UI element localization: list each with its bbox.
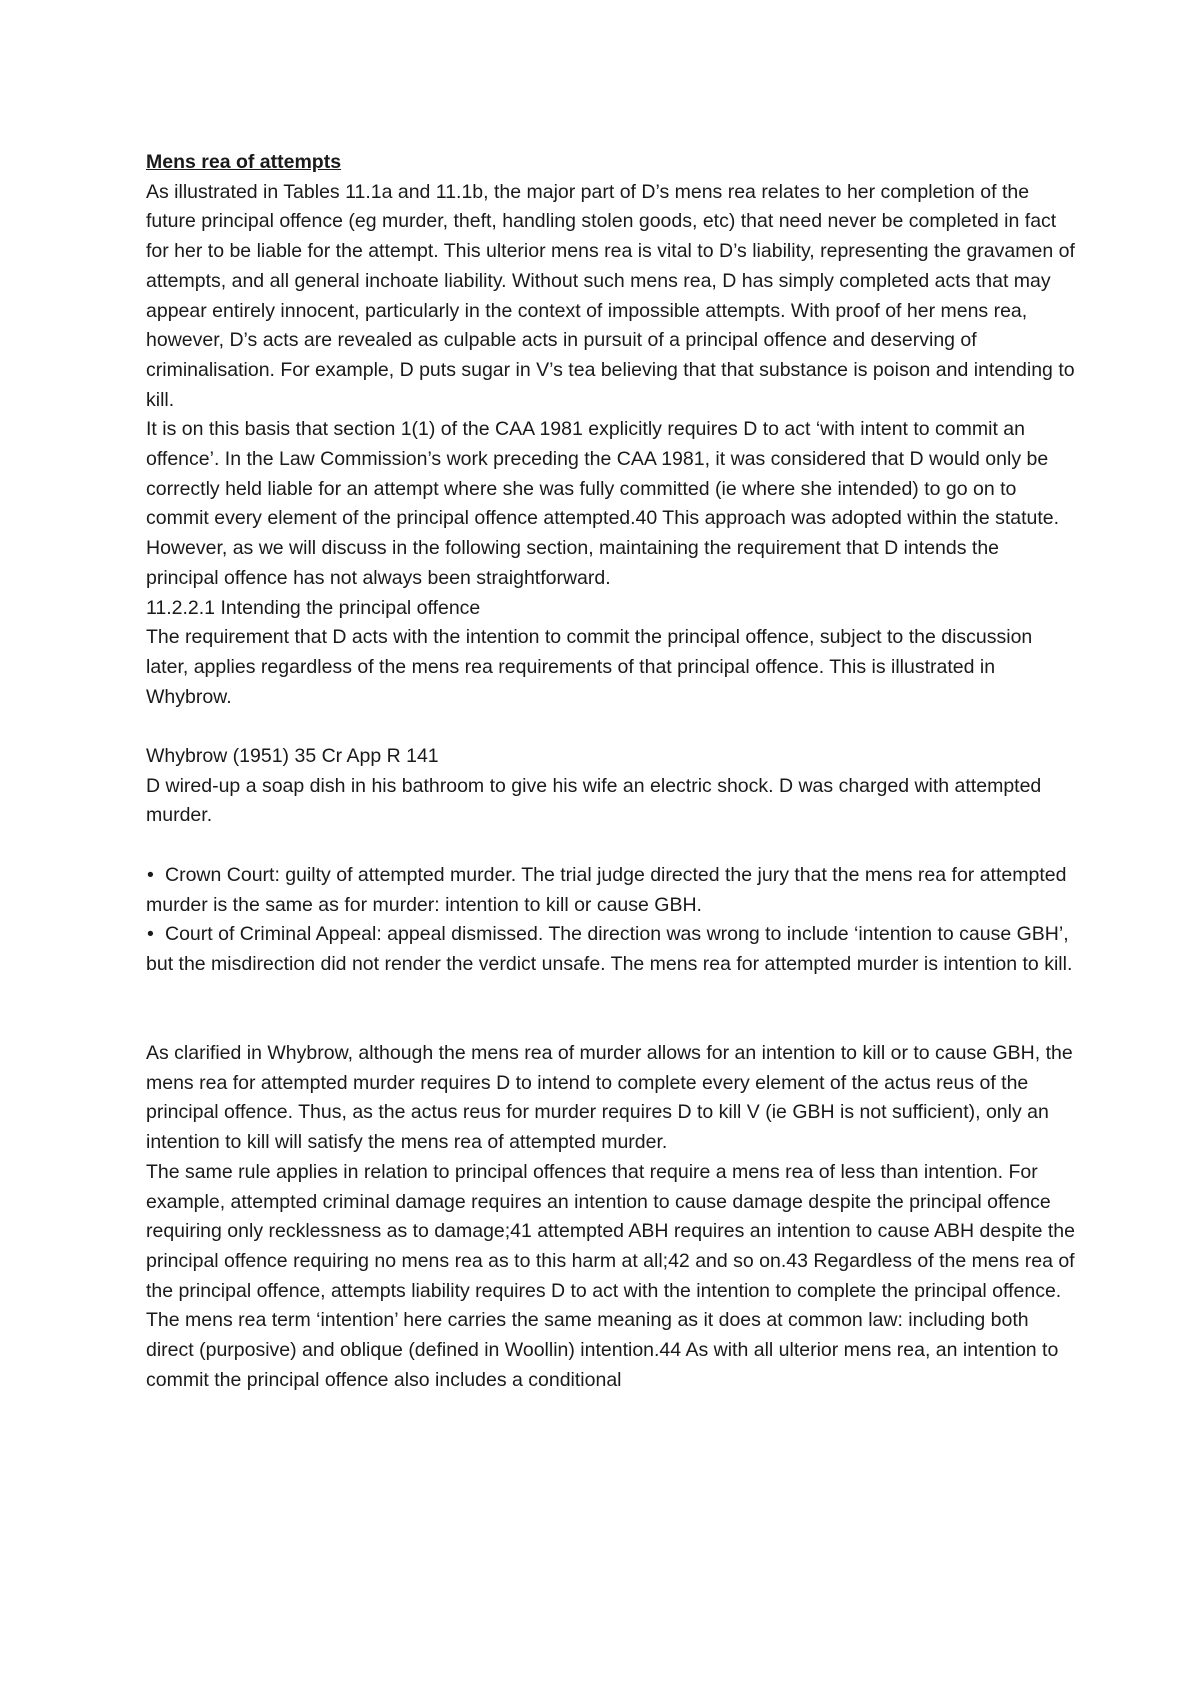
paragraph-5: The same rule applies in relation to principal offences that require a mens rea of less than intention. For example, attempted criminal damage requires an intention to cause damage despite the principal offence requiring only recklessness as to damage;41 attempted ABH requires an intention to cause ABH despite the principal offence requiring no mens rea as to this harm at all;42 and so on.43 Regardless of the mens rea of the principal offence, attempts liability requires D to act with the intention to complete the principal offence. <box>146 1160 1075 1302</box>
bullet-item <box>146 861 1076 920</box>
spacer <box>146 980 1076 1039</box>
case-facts: D wired-up a soap dish in his bathroom to give his wife an electric shock. D was charged with attempted murder. <box>146 774 1042 827</box>
bullet-icon: • <box>147 863 154 886</box>
bullet-item <box>146 920 1076 979</box>
paragraph-4: As clarified in Whybrow, although the mens rea of murder allows for an intention to kill or to cause GBH, the mens rea for attempted murder requires D to intend to complete every element of the actus reus of the principal offence. Thus, as the actus reus for murder requires D to kill V (ie GBH is not sufficient), only an intention to kill will satisfy the mens rea of attempted murder. <box>146 1042 1073 1154</box>
spacer <box>146 712 1076 742</box>
paragraph-2: It is on this basis that section 1(1) of the CAA 1981 explicitly requires D to act ‘with intent to commit an offence’. In the Law Commission’s work preceding the CAA 1981, it was considered that D would only be correctly held liable for an attempt where she was fully committed (ie where she intended) to go on to commit every element of the principal offence attempted.40 This approach was adopted within the statute. However, as we will discuss in the following section, maintaining the requirement that D intends the principal offence has not always been straightforward. <box>146 418 1060 589</box>
section-heading: Mens rea of attempts <box>146 151 342 173</box>
document-body <box>146 148 1076 1395</box>
bullet-text: Crown Court: guilty of attempted murder. The trial judge directed the jury that the mens rea for attempted murder is the same as for murder: intention to kill or cause GBH. <box>146 863 1067 916</box>
paragraph-6: The mens rea term ‘intention’ here carries the same meaning as it does at common law: including both direct (purposive) and oblique (defined in Woollin) intention.44 As with all ulterior mens rea, an intention to commit the principal offence also includes a conditional <box>146 1309 1059 1391</box>
bullet-icon: • <box>147 923 154 946</box>
bullet-text: Court of Criminal Appeal: appeal dismissed. The direction was wrong to include ‘intention to cause GBH’, but the misdirection did not render the verdict unsafe. The mens rea for attempted murder is intention to kill. <box>146 923 1073 975</box>
paragraph-3: The requirement that D acts with the intention to commit the principal offence, subject to the discussion later, applies regardless of the mens rea requirements of that principal offence. This is illustrated in Whybrow. <box>146 626 1033 708</box>
subsection-heading: 11.2.2.1 Intending the principal offence <box>146 596 481 619</box>
case-title: Whybrow (1951) 35 Cr App R 141 <box>146 745 439 768</box>
spacer <box>146 831 1076 861</box>
paragraph-1: As illustrated in Tables 11.1a and 11.1b, the major part of D’s mens rea relates to her completion of the future principal offence (eg murder, theft, handling stolen goods, etc) that need never be completed in fact for her to be liable for the attempt. This ulterior mens rea is vital to D’s liability, representing the gravamen of attempts, and all general inchoate liability. Without such mens rea, D has simply completed acts that may appear entirely innocent, particularly in the context of impossible attempts. With proof of her mens rea, however, D’s acts are revealed as culpable acts in pursuit of a principal offence and deserving of criminalisation. For example, D puts sugar in V’s tea believing that that substance is poison and intending to kill. <box>146 180 1075 411</box>
